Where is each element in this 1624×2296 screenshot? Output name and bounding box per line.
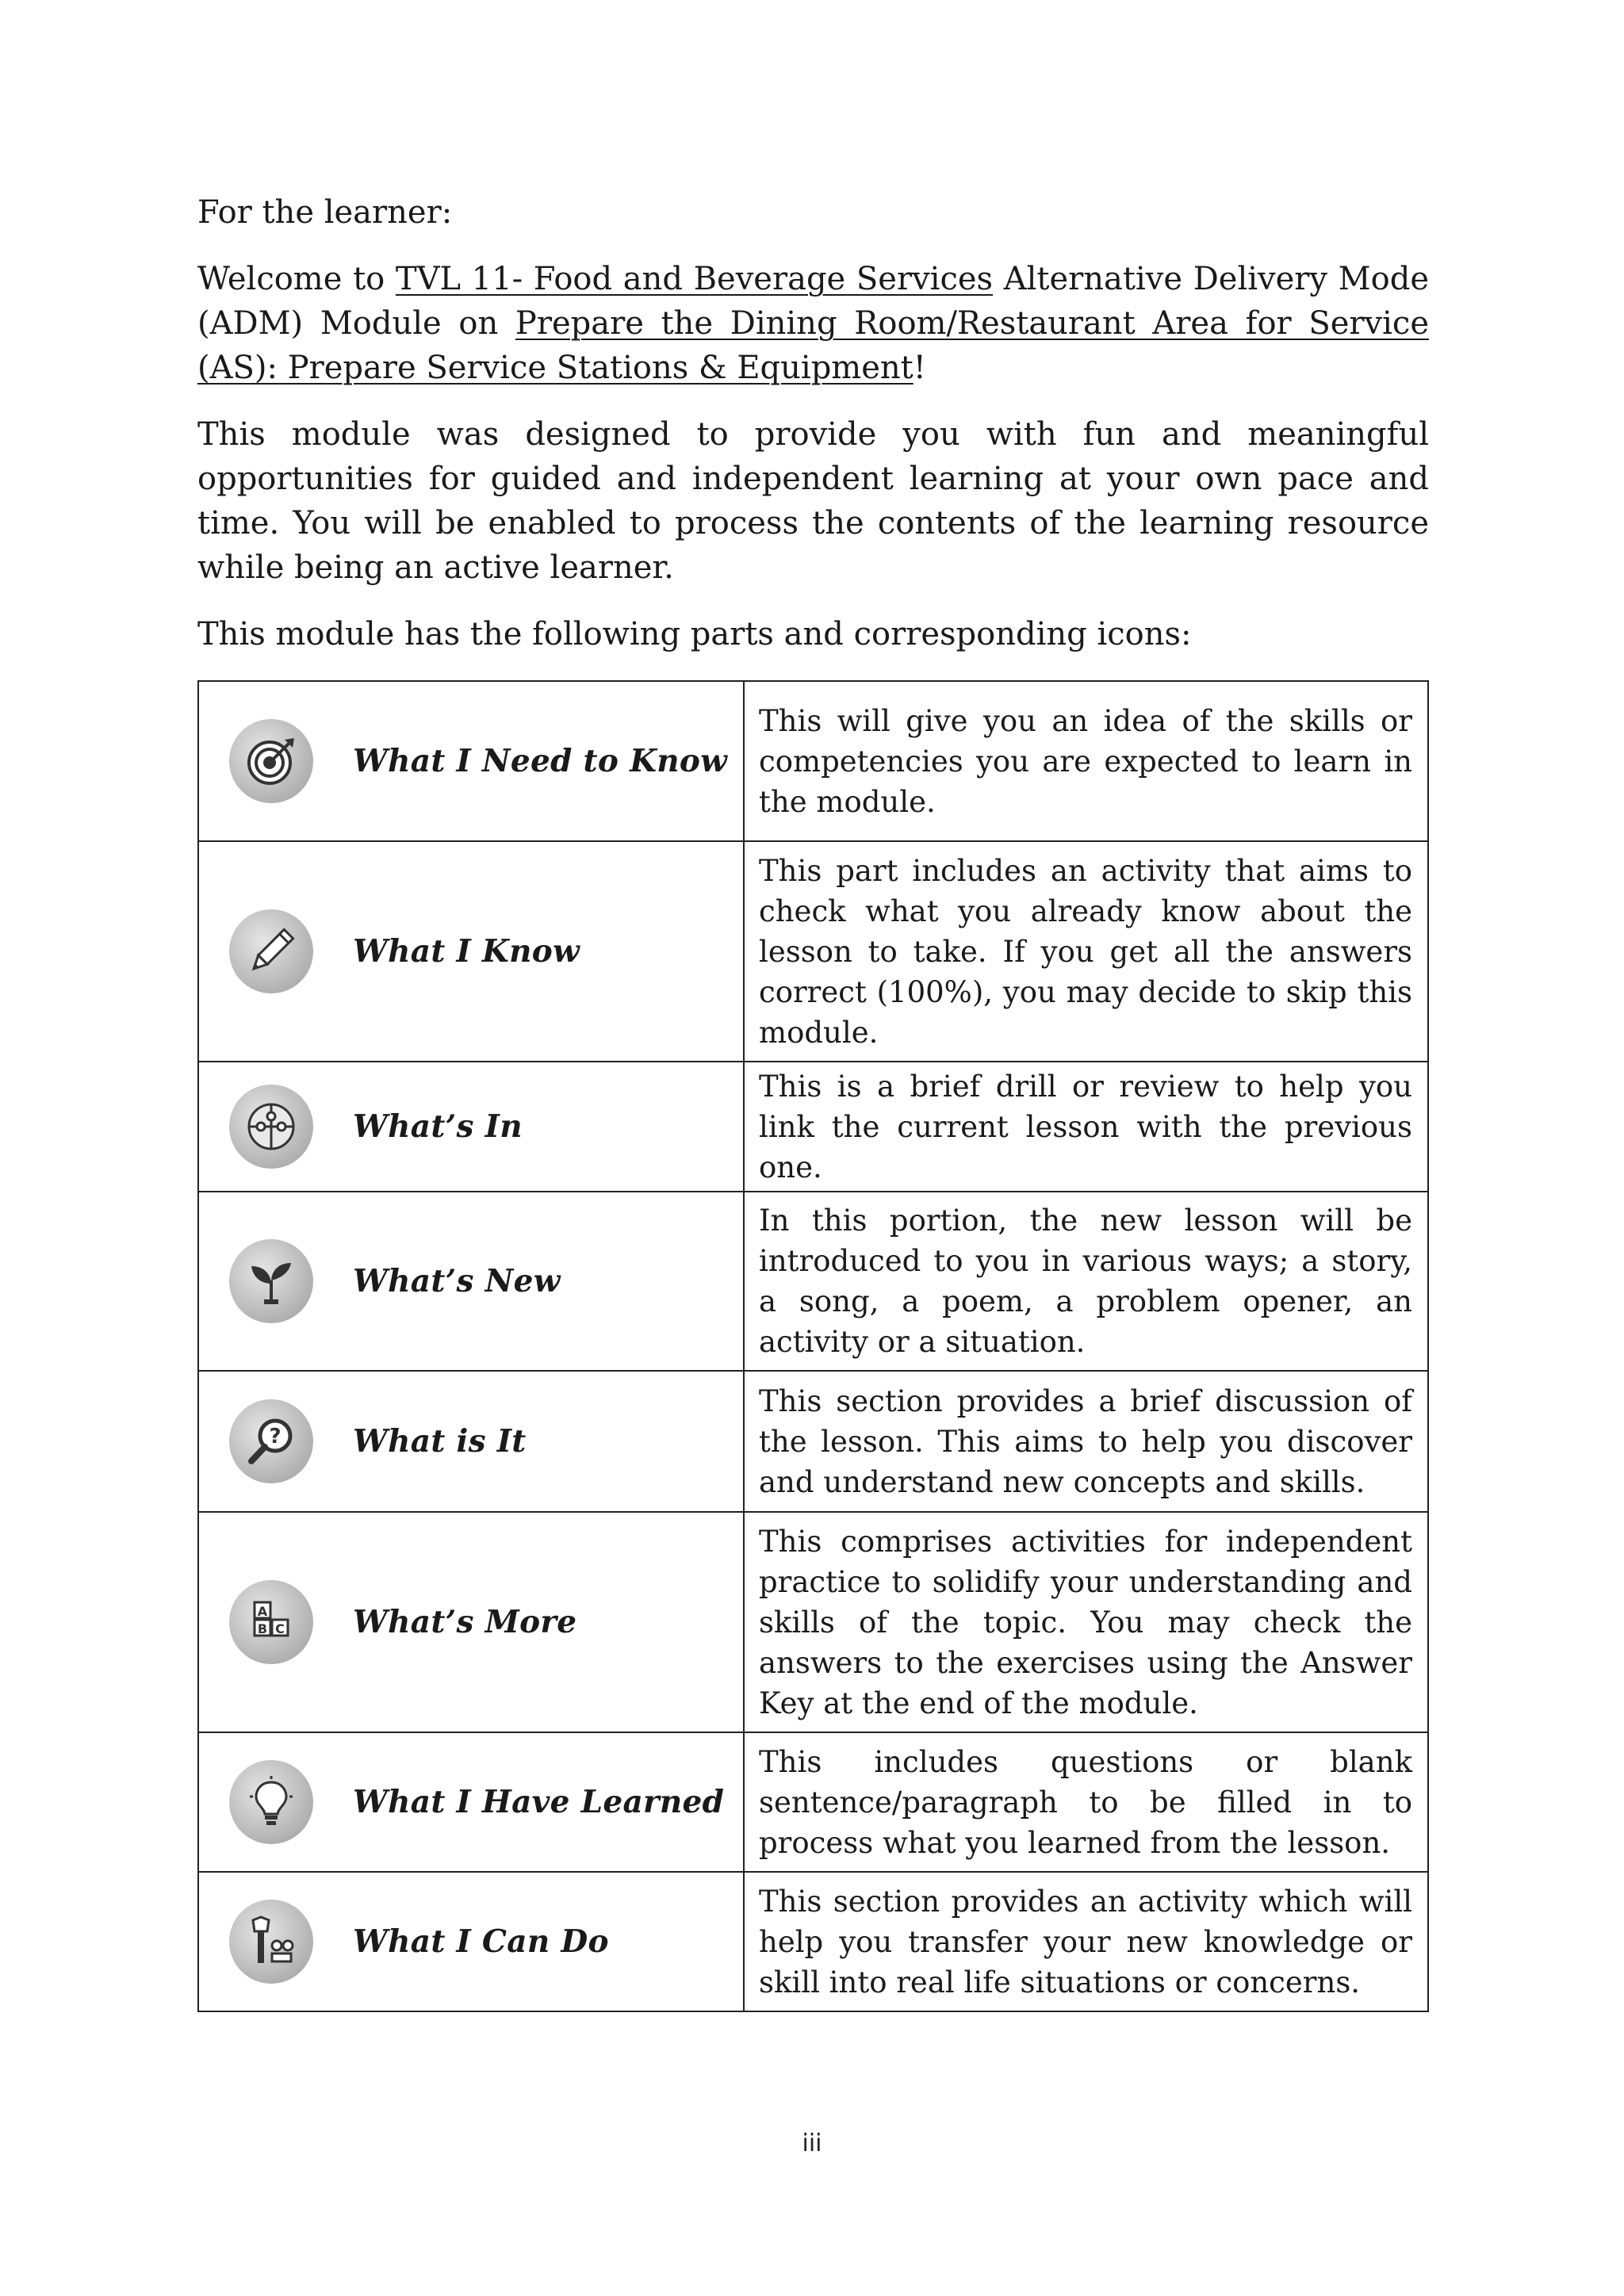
part-cell — [198, 1732, 744, 1872]
parts-table — [197, 680, 1429, 2012]
part-cell — [198, 1512, 744, 1732]
part-description: This part includes an activity that aims to check what you already know about the lesson to take. If you get all the answers correct (100%), you may decide to skip this module. — [759, 853, 1412, 1050]
sprout-icon — [229, 1239, 313, 1323]
page-content — [197, 190, 1429, 2012]
table-row — [198, 681, 1428, 841]
module-title: Prepare the Dining Room/Restaurant Area for Service (AS): Prepare Service Stations & Equipment — [197, 305, 1429, 386]
magnifier-question-icon — [229, 1399, 313, 1483]
part-cell — [198, 1062, 744, 1192]
part-desc-cell — [744, 1192, 1428, 1371]
part-desc-cell — [744, 1062, 1428, 1192]
part-title: What’s More — [353, 1604, 577, 1640]
page-number: iii — [802, 2130, 822, 2157]
table-row — [198, 1512, 1428, 1732]
part-desc-cell — [744, 1732, 1428, 1872]
part-cell — [198, 1192, 744, 1371]
part-title: What is It — [353, 1423, 527, 1460]
svg-text:C: C — [275, 1621, 285, 1636]
part-description: This section provides an activity which will help you transfer your new knowledge or skill into real life situations or concerns. — [759, 1884, 1412, 1999]
parts-intro: This module has the following parts and corresponding icons: — [197, 616, 1192, 652]
part-cell — [198, 841, 744, 1062]
part-desc-cell — [744, 1371, 1428, 1512]
part-desc-cell — [744, 1872, 1428, 2011]
tools-icon — [229, 1900, 313, 1984]
svg-text:A: A — [257, 1604, 268, 1619]
table-row — [198, 1732, 1428, 1872]
puzzle-icon — [229, 1085, 313, 1169]
pencil-icon — [229, 909, 313, 993]
table-row — [198, 1062, 1428, 1192]
part-desc-cell — [744, 1512, 1428, 1732]
svg-text:B: B — [257, 1621, 268, 1636]
table-row — [198, 841, 1428, 1062]
part-description: This section provides a brief discussion of the lesson. This aims to help you discover and understand new concepts and skills. — [759, 1383, 1412, 1499]
part-description: This includes questions or blank sentence/paragraph to be filled in to process what you learned from the lesson. — [759, 1744, 1412, 1860]
course-name: TVL 11- Food and Beverage Services — [395, 261, 994, 297]
part-description: This comprises activities for independent practice to solidify your understanding and skills of the topic. You may check the answers to the exercises using the Answer Key at the end of the module. — [759, 1524, 1412, 1720]
part-title: What I Know — [353, 933, 580, 970]
table-row — [198, 1192, 1428, 1371]
part-title: What I Have Learned — [353, 1784, 725, 1820]
part-desc-cell — [744, 681, 1428, 841]
welcome-pre: Welcome to — [197, 261, 396, 297]
table-row — [198, 1371, 1428, 1512]
abc-blocks-icon — [229, 1580, 313, 1664]
welcome-mid: Alternative Delivery Mode (ADM) Module on — [197, 261, 1429, 342]
designed-paragraph: This module was designed to provide you with fun and meaningful opportunities for guided and independent learning at your own pace and time. You will be enabled to process the contents of the learning resource while being an active learner. — [197, 416, 1429, 586]
part-cell — [198, 1371, 744, 1512]
part-title: What I Need to Know — [353, 743, 728, 779]
part-cell — [198, 1872, 744, 2011]
greeting: For the learner: — [197, 194, 453, 231]
welcome-post: ! — [913, 350, 926, 386]
part-description: This will give you an idea of the skills or competencies you are expected to learn in the module. — [759, 703, 1412, 819]
svg-text:?: ? — [269, 1425, 282, 1448]
part-cell — [198, 681, 744, 841]
lightbulb-icon — [229, 1760, 313, 1844]
part-title: What’s In — [353, 1108, 523, 1145]
part-title: What’s New — [353, 1263, 561, 1299]
table-row — [198, 1872, 1428, 2011]
target-icon — [229, 719, 313, 803]
welcome-paragraph — [197, 257, 1429, 390]
part-title: What I Can Do — [353, 1923, 609, 1960]
part-description: This is a brief drill or review to help you link the current lesson with the previous one. — [759, 1069, 1412, 1184]
part-desc-cell — [744, 841, 1428, 1062]
part-description: In this portion, the new lesson will be introduced to you in various ways; a story, a song, a poem, a problem opener, an activity or a situation. — [759, 1203, 1412, 1359]
